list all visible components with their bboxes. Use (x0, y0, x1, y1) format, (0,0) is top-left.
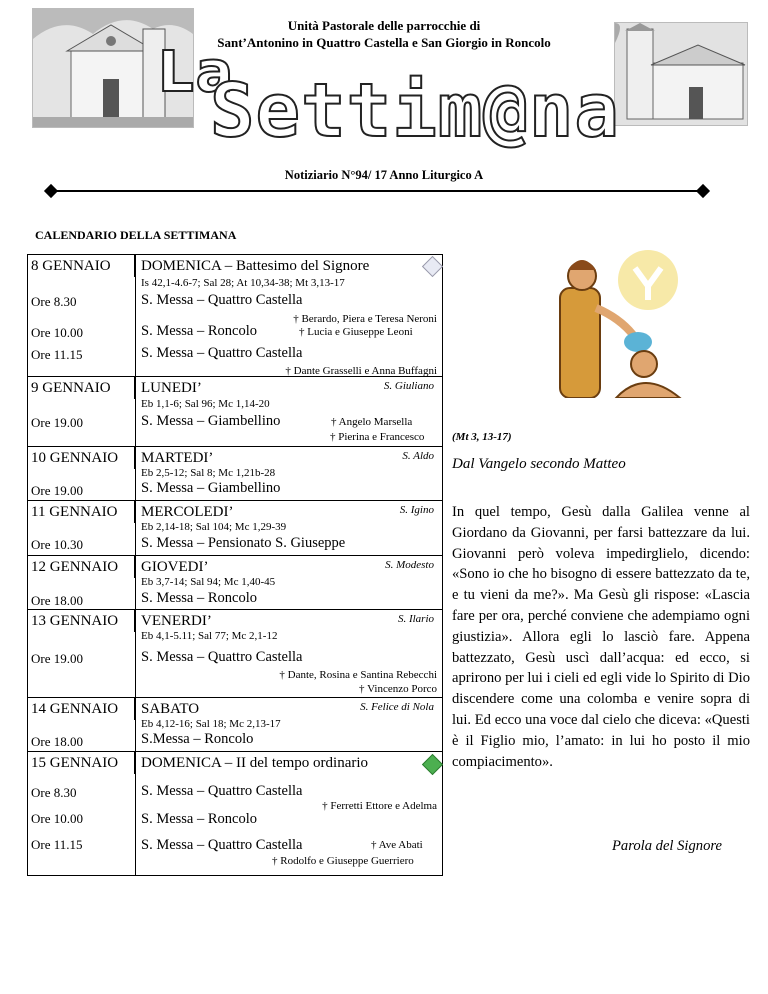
day-name: MARTEDI’ (141, 450, 214, 466)
calendar-table (27, 254, 443, 876)
baptism-illustration (540, 248, 692, 398)
mass-place: S. Messa – Quattro Castella (141, 292, 303, 308)
mass-hour: Ore 18.00 (31, 593, 83, 608)
mass-intention: † Berardo, Piera e Teresa Neroni (293, 313, 437, 325)
saint-name: S. Ilario (397, 613, 434, 625)
title-settimana: Settim@na (210, 68, 620, 154)
mass-hour: Ore 8.30 (31, 785, 77, 800)
mass-place: S.Messa – Roncolo (141, 731, 254, 747)
saint-name: S. Aldo (402, 450, 434, 462)
day-date: 15 GENNAIO (28, 752, 135, 774)
mass-place: S. Messa – Giambellino (141, 413, 281, 429)
mass-hour: Ore 10.00 (31, 325, 83, 340)
mass-place: S. Messa – Roncolo (141, 590, 257, 606)
saint-name: S. Igino (399, 504, 434, 516)
day-row-6 (28, 609, 442, 642)
mass-intention-2: † Rodolfo e Giuseppe Guerriero (272, 855, 414, 867)
readings: Eb 4,12-16; Sal 18; Mc 2,13-17 (141, 718, 281, 730)
parishes-line: Sant’Antonino in Quattro Castella e San Giorgio in Roncolo (217, 35, 551, 50)
day-row-7 (28, 697, 442, 730)
gospel-paragraph: In quel tempo, Gesù dalla Galilea venne al Giordano da Giovanni, per farsi battezzare da lui. Giovanni però voleva impedirglielo, dicendo: «Sono io che ho bisogno di essere battezzato da te, e tu vieni da me?». Ma Gesù gli rispose: «Lascia fare per ora, perché conviene che adempiamo ogni giustizia». Allora egli lo lasciò fare. Appena battezzato, Gesù uscì dall’acqua: ed ecco, si aprirono per lui i cieli ed egli vide lo Spirito di Dio discendere come una colomba e venire sopra di lui. Ed ecco una voce dal cielo che diceva: «Questi è il Figlio mio, l’amato: in lui ho posto il mio compiacimento». (452, 504, 750, 770)
day-date: 12 GENNAIO (28, 556, 135, 578)
day-row-3 (28, 446, 442, 479)
readings: Eb 2,5-12; Sal 8; Mc 1,21b-28 (141, 467, 276, 479)
calendar-heading: CALENDARIO DELLA SETTIMANA (35, 228, 237, 242)
mass-intention: † Ferretti Ettore e Adelma (322, 800, 437, 812)
mass-hour: Ore 19.00 (31, 483, 83, 498)
mass-place: S. Messa – Pensionato S. Giuseppe (141, 535, 346, 551)
day-name: DOMENICA – II del tempo ordinario (141, 755, 369, 771)
mass-intention: † Lucia e Giuseppe Leoni (299, 326, 413, 338)
readings: Is 42,1-4.6-7; Sal 28; At 10,34-38; Mt 3,13-17 (141, 277, 345, 289)
rule-diamond-right (696, 184, 710, 198)
mass-place: S. Messa – Quattro Castella (141, 783, 303, 799)
issue-subtitle: Notiziario N°94/ 17 Anno Liturgico A (284, 168, 484, 182)
day-row-4 (28, 500, 442, 533)
mass-hour: Ore 18.00 (31, 734, 83, 749)
mass-hour: Ore 19.00 (31, 651, 83, 666)
feast-diamond-icon (422, 754, 443, 775)
mass-hour: Ore 11.15 (31, 347, 83, 362)
day-row-5 (28, 555, 442, 588)
mass-hour: Ore 10.30 (31, 537, 83, 552)
mass-hour: Ore 19.00 (31, 415, 83, 430)
mass-place: S. Messa – Roncolo (141, 811, 257, 827)
mass-hour: Ore 10.00 (31, 811, 83, 826)
mass-intention-2: † Pierina e Francesco (330, 431, 425, 443)
readings: Eb 1,1-6; Sal 96; Mc 1,14-20 (141, 398, 270, 410)
mass-place: S. Messa – Giambellino (141, 480, 281, 496)
readings: Eb 4,1-5.11; Sal 77; Mc 2,1-12 (141, 630, 278, 642)
rule-diamond-left (44, 184, 58, 198)
mass-hour: Ore 8.30 (31, 294, 77, 309)
day-name: DOMENICA – Battesimo del Signore (141, 258, 370, 274)
day-name: GIOVEDI’ (141, 559, 209, 575)
day-name: VENERDI’ (141, 613, 212, 629)
mass-place: S. Messa – Roncolo (141, 323, 257, 339)
day-date: 13 GENNAIO (28, 610, 135, 632)
day-name: SABATO (141, 701, 200, 717)
day-date: 9 GENNAIO (28, 377, 135, 399)
mass-intention: † Dante, Rosina e Santina Rebecchi (279, 669, 437, 681)
day-date: 8 GENNAIO (28, 255, 135, 277)
parish-unit-line: Unità Pastorale delle parrocchie di (287, 18, 481, 33)
mass-intention: † Ave Abati (371, 839, 423, 851)
day-name: MERCOLEDI’ (141, 504, 234, 520)
day-date: 11 GENNAIO (28, 501, 135, 523)
mass-place: S. Messa – Quattro Castella (141, 345, 303, 361)
mass-hour: Ore 11.15 (31, 837, 83, 852)
mass-intention: † Angelo Marsella (331, 416, 413, 428)
day-date: 14 GENNAIO (28, 698, 135, 720)
day-date: 10 GENNAIO (28, 447, 135, 469)
gospel-text (452, 502, 750, 772)
mass-place: S. Messa – Quattro Castella (141, 649, 303, 665)
readings: Eb 3,7-14; Sal 94; Mc 1,40-45 (141, 576, 276, 588)
gospel-reference: (Mt 3, 13-17) (452, 431, 512, 443)
readings: Eb 2,14-18; Sal 104; Mc 1,29-39 (141, 521, 287, 533)
feast-diamond-icon (422, 256, 443, 277)
column-separator (135, 255, 136, 875)
title-la: La (158, 40, 236, 105)
mass-intention: † Dante Grasselli e Anna Buffagni (285, 365, 437, 377)
church-photo-right (614, 22, 748, 126)
mass-intention-2: † Vincenzo Porco (359, 683, 437, 695)
saint-name: S. Felice di Nola (360, 701, 434, 713)
gospel-closing: Parola del Signore (612, 838, 722, 854)
mass-place: S. Messa – Quattro Castella (141, 837, 303, 853)
gospel-heading: Dal Vangelo secondo Matteo (452, 456, 626, 472)
day-row-2 (28, 376, 442, 410)
saint-name: S. Giuliano (383, 380, 434, 392)
day-name: LUNEDI’ (141, 380, 202, 396)
day-row-8 (28, 751, 442, 771)
saint-name: S. Modesto (385, 559, 434, 571)
header-rule (52, 190, 702, 192)
